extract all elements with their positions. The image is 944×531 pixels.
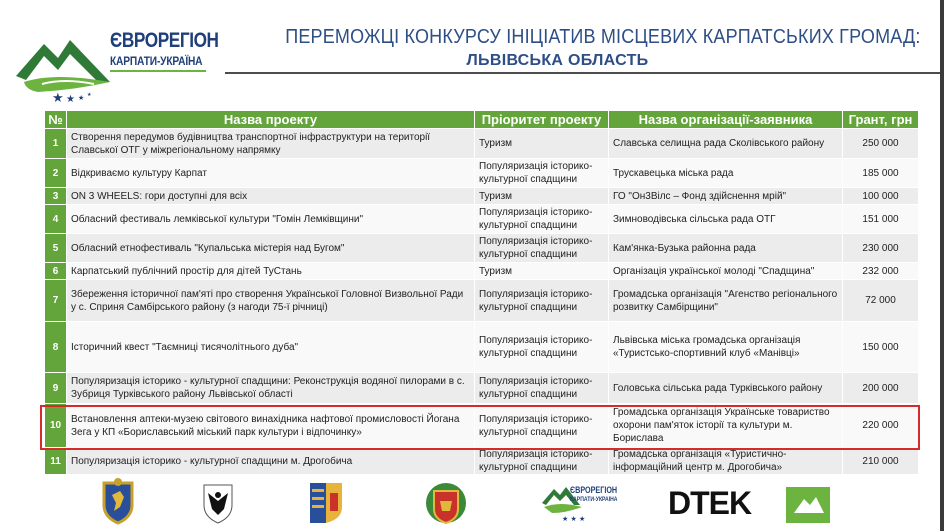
ivano-frankivsk-coat-of-arms-icon bbox=[198, 477, 238, 525]
row-project: ON 3 WHEELS: гори доступні для всіх bbox=[67, 188, 475, 205]
table-row bbox=[45, 205, 919, 234]
row-grant: 185 000 bbox=[843, 159, 919, 188]
row-grant: 210 000 bbox=[843, 448, 919, 475]
svg-text:★: ★ bbox=[78, 94, 85, 102]
table-row bbox=[45, 322, 919, 373]
row-organization: Громадська організація "Агенство регіонального розвитку Самбірщини" bbox=[609, 280, 843, 322]
row-organization: Зимноводівська сільська рада ОТГ bbox=[609, 205, 843, 234]
row-project: Відкриваємо культуру Карпат bbox=[67, 159, 475, 188]
row-grant: 100 000 bbox=[843, 188, 919, 205]
table-row bbox=[45, 280, 919, 322]
row-grant: 150 000 bbox=[843, 322, 919, 373]
row-number: 6 bbox=[45, 263, 67, 280]
title-line2: ЛЬВІВСЬКА ОБЛАСТЬ bbox=[466, 52, 649, 69]
header-grant: Грант, грн bbox=[843, 111, 919, 129]
green-organization-logo-icon bbox=[786, 487, 830, 523]
mountain-logo-icon bbox=[14, 24, 114, 108]
dtek-logo: DTEK bbox=[668, 485, 752, 521]
row-organization: Львівська міська громадська організація «Туристсько-спортивний клуб «Манівці» bbox=[609, 322, 843, 373]
table-row bbox=[45, 373, 919, 404]
svg-text:★: ★ bbox=[52, 91, 64, 106]
header-divider bbox=[225, 72, 940, 74]
header-number: № bbox=[45, 111, 67, 129]
row-priority: Популяризація історико-культурної спадщини bbox=[475, 159, 609, 188]
logo-title: ЄВРОРЕГІОН bbox=[110, 29, 219, 52]
table-header-row bbox=[45, 111, 919, 129]
row-number: 1 bbox=[45, 129, 67, 159]
row-grant: 250 000 bbox=[843, 129, 919, 159]
table-row bbox=[45, 234, 919, 263]
row-number: 11 bbox=[45, 448, 67, 475]
header-organization: Назва організації-заявника bbox=[609, 111, 843, 129]
row-organization: ГО "Он3Вілс – Фонд здійснення мрій" bbox=[609, 188, 843, 205]
row-number: 7 bbox=[45, 280, 67, 322]
row-priority: Популяризація історико-культурної спадщини bbox=[475, 234, 609, 263]
row-project: Встановлення аптеки-музею світового винахідника нафтової промисловості Йогана Зега у КП «Бориславський міський парк культури і відпочинку» bbox=[67, 404, 475, 448]
row-project: Популяризація історико - культурної спадщини: Реконструкція водяної пилорами в с. Зубриця Турківського району Львівської області bbox=[67, 373, 475, 404]
row-number: 4 bbox=[45, 205, 67, 234]
chernivtsi-coat-of-arms-icon bbox=[424, 477, 468, 527]
header-project: Назва проекту bbox=[67, 111, 475, 129]
row-number: 2 bbox=[45, 159, 67, 188]
row-project: Обласний фестиваль лемківської культури "Гомін Лемківщини" bbox=[67, 205, 475, 234]
zakarpattia-coat-of-arms-icon bbox=[306, 477, 346, 525]
row-project: Збереження історичної пам'яті про створення Української Головної Визвольної Ради у с. Сприня Самбірського району (з нагоди 75-ї річниці) bbox=[67, 280, 475, 322]
winners-table bbox=[44, 110, 919, 475]
row-organization: Кам'янка-Бузька районна рада bbox=[609, 234, 843, 263]
row-project: Створення передумов будівництва транспортної інфраструктури на території Славської ОТГ у міжрегіональному напрямку bbox=[67, 129, 475, 159]
title-line1: ПЕРЕМОЖЦІ КОНКУРСУ ІНІЦІАТИВ МІСЦЕВИХ КАРПАТСЬКИХ ГРОМАД: bbox=[285, 26, 921, 48]
row-grant: 230 000 bbox=[843, 234, 919, 263]
row-number: 9 bbox=[45, 373, 67, 404]
logo-underline bbox=[110, 70, 206, 72]
euroregion-small-sub: КАРПАТИ-УКРАЇНА bbox=[570, 497, 618, 503]
table-row bbox=[45, 129, 919, 159]
table-row-highlighted bbox=[45, 404, 919, 448]
svg-text:★ ★ ★: ★ ★ ★ bbox=[562, 515, 586, 523]
row-priority: Популяризація історико-культурної спадщини bbox=[475, 205, 609, 234]
row-priority: Популяризація історико-культурної спадщини bbox=[475, 404, 609, 448]
row-number: 8 bbox=[45, 322, 67, 373]
row-priority: Популяризація історико-культурної спадщини bbox=[475, 373, 609, 404]
euroregion-small-title: ЄВРОРЕГІОН bbox=[570, 485, 618, 495]
row-priority: Популяризація історико-культурної спадщини bbox=[475, 322, 609, 373]
table-row bbox=[45, 159, 919, 188]
logo-subtitle: КАРПАТИ-УКРАЇНА bbox=[110, 54, 203, 68]
row-number: 3 bbox=[45, 188, 67, 205]
row-project: Популяризація історико - культурної спадщини м. Дрогобича bbox=[67, 448, 475, 475]
row-organization: Громадська організація Українське товариство охорони пам'яток історії та культури м. Борислава bbox=[609, 404, 843, 448]
row-grant: 220 000 bbox=[843, 404, 919, 448]
row-organization: Громадська організація «Туристично-інформаційний центр м. Дрогобича» bbox=[609, 448, 843, 475]
row-priority: Туризм bbox=[475, 129, 609, 159]
sponsor-logos bbox=[0, 475, 944, 531]
svg-text:★: ★ bbox=[87, 92, 92, 98]
row-grant: 200 000 bbox=[843, 373, 919, 404]
frame-edge bbox=[940, 0, 944, 531]
row-project: Історичний квест "Таємниці тисячолітнього дуба" bbox=[67, 322, 475, 373]
row-grant: 232 000 bbox=[843, 263, 919, 280]
page-title bbox=[255, 26, 921, 70]
row-organization: Трускавецька міська рада bbox=[609, 159, 843, 188]
svg-text:★: ★ bbox=[66, 94, 75, 105]
row-project: Карпатський публічний простір для дітей ТуСтань bbox=[67, 263, 475, 280]
row-priority: Туризм bbox=[475, 263, 609, 280]
row-organization: Організація української молоді "Спадщина" bbox=[609, 263, 843, 280]
row-priority: Туризм bbox=[475, 188, 609, 205]
row-grant: 72 000 bbox=[843, 280, 919, 322]
row-number: 5 bbox=[45, 234, 67, 263]
row-organization: Головська сільська рада Турківського району bbox=[609, 373, 843, 404]
row-priority: Популяризація історико-культурної спадщини bbox=[475, 280, 609, 322]
row-organization: Славська селищна рада Сколівського району bbox=[609, 129, 843, 159]
table-row bbox=[45, 263, 919, 280]
row-grant: 151 000 bbox=[843, 205, 919, 234]
table-row bbox=[45, 188, 919, 205]
lviv-coat-of-arms-icon bbox=[98, 477, 138, 525]
row-project: Обласний етнофестиваль "Купальська містерія над Бугом" bbox=[67, 234, 475, 263]
row-number: 10 bbox=[45, 404, 67, 448]
header-priority: Пріоритет проекту bbox=[475, 111, 609, 129]
euroregion-logo bbox=[14, 24, 219, 108]
table-row bbox=[45, 448, 919, 475]
row-priority: Популяризація історико-культурної спадщини bbox=[475, 448, 609, 475]
